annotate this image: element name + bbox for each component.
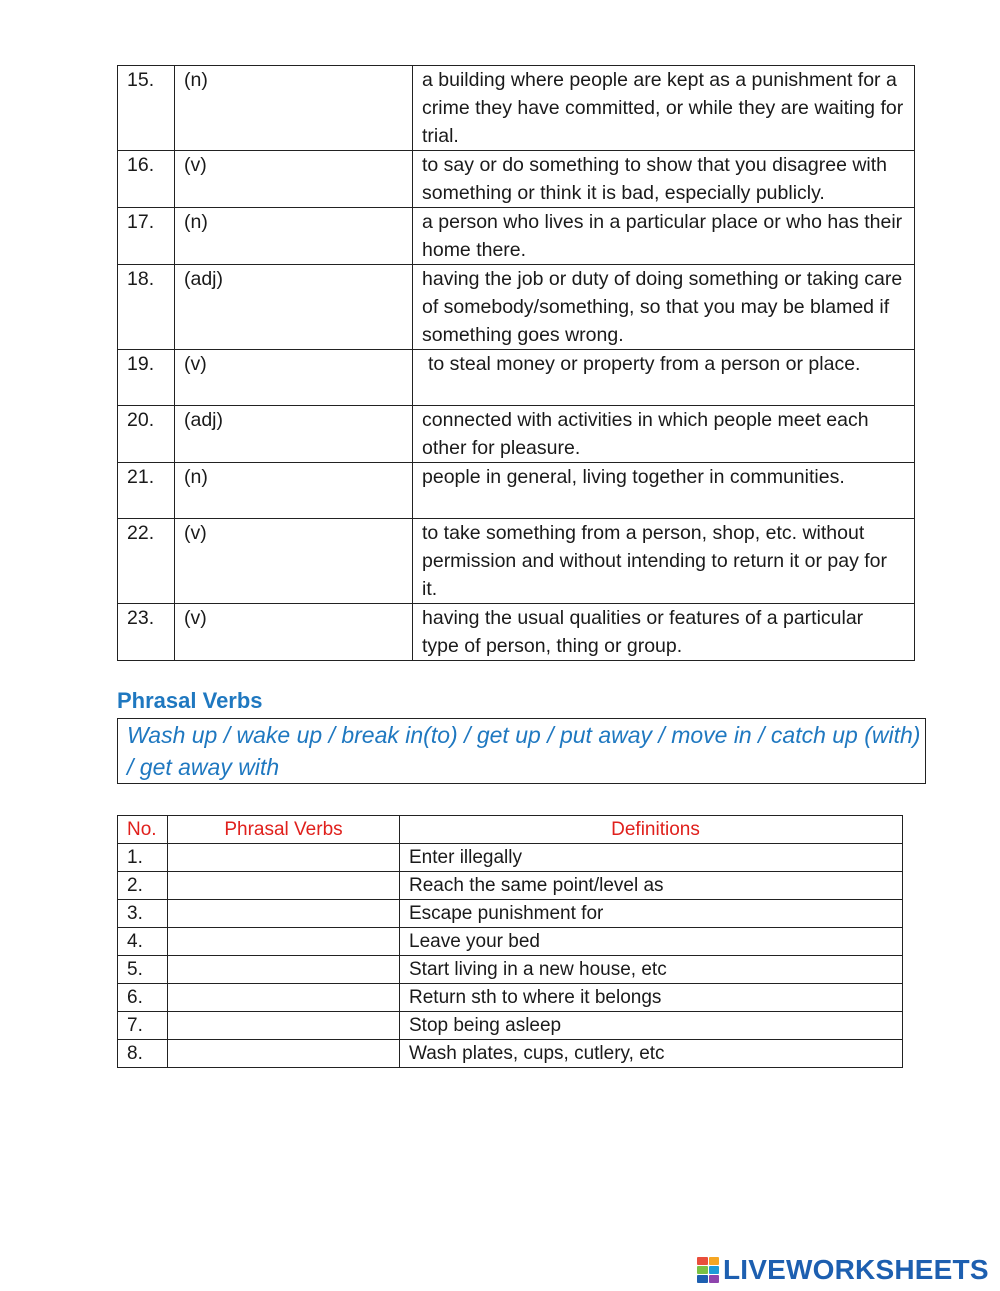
definition-cell: Wash plates, cups, cutlery, etc (400, 1040, 903, 1068)
table-row (118, 1012, 903, 1040)
row-number: 8. (118, 1040, 168, 1068)
vocab-pos-cell: (v) (175, 604, 413, 661)
vocabulary-table (117, 65, 915, 661)
logo-square (709, 1257, 720, 1265)
vocab-pos-cell: (n) (175, 463, 413, 519)
vocab-num-cell: 21. (118, 463, 175, 519)
logo-square (697, 1257, 708, 1265)
phrasal-verb-answer-cell[interactable] (168, 984, 400, 1012)
vocab-pos-cell: (n) (175, 208, 413, 265)
phrasal-verb-answer-cell[interactable] (168, 900, 400, 928)
row-number: 3. (118, 900, 168, 928)
vocab-pos-cell: (v) (175, 350, 413, 406)
row-number: 1. (118, 844, 168, 872)
phrasal-verb-answer-cell[interactable] (168, 844, 400, 872)
vocab-pos-cell: (v) (175, 519, 413, 604)
row-number: 2. (118, 872, 168, 900)
phrasal-verb-answer-cell[interactable] (168, 872, 400, 900)
table-header-row (118, 816, 903, 844)
phrasal-verb-answer-cell[interactable] (168, 928, 400, 956)
definition-cell: Escape punishment for (400, 900, 903, 928)
logo-square (709, 1266, 720, 1274)
table-row (118, 208, 915, 265)
phrasal-verb-answer-cell[interactable] (168, 1040, 400, 1068)
table-row (118, 151, 915, 208)
logo-icon (697, 1257, 719, 1283)
vocab-num-cell: 17. (118, 208, 175, 265)
logo-text: LIVEWORKSHEETS (723, 1254, 989, 1285)
liveworksheets-logo (697, 1254, 989, 1286)
phrasal-verb-answer-cell[interactable] (168, 1012, 400, 1040)
table-row (118, 350, 915, 406)
definition-cell: Stop being asleep (400, 1012, 903, 1040)
header-phrasal-verbs: Phrasal Verbs (168, 816, 400, 844)
vocab-pos-cell: (v) (175, 151, 413, 208)
vocab-def-cell: having the usual qualities or features of a particular type of person, thing or group. (413, 604, 915, 661)
logo-square (697, 1275, 708, 1283)
table-row (118, 900, 903, 928)
vocab-def-cell: people in general, living together in communities. (413, 463, 915, 519)
vocab-def-cell: a person who lives in a particular place or who has their home there. (413, 208, 915, 265)
table-row (118, 406, 915, 463)
vocab-num-cell: 18. (118, 265, 175, 350)
vocab-pos-cell: (adj) (175, 406, 413, 463)
row-number: 4. (118, 928, 168, 956)
table-row (118, 604, 915, 661)
table-row (118, 984, 903, 1012)
definition-cell: Reach the same point/level as (400, 872, 903, 900)
definition-cell: Start living in a new house, etc (400, 956, 903, 984)
vocab-num-cell: 16. (118, 151, 175, 208)
row-number: 5. (118, 956, 168, 984)
table-row (118, 1040, 903, 1068)
vocab-def-cell: to say or do something to show that you disagree with something or think it is bad, especially publicly. (413, 151, 915, 208)
header-definitions: Definitions (400, 816, 903, 844)
table-row (118, 872, 903, 900)
table-row (118, 928, 903, 956)
row-number: 7. (118, 1012, 168, 1040)
table-row (118, 265, 915, 350)
phrasal-verb-answer-cell[interactable] (168, 956, 400, 984)
table-row (118, 956, 903, 984)
table-row (118, 519, 915, 604)
vocab-def-cell: connected with activities in which people meet each other for pleasure. (413, 406, 915, 463)
logo-square (697, 1266, 708, 1274)
vocab-pos-cell: (n) (175, 66, 413, 151)
vocab-num-cell: 23. (118, 604, 175, 661)
vocab-def-cell: having the job or duty of doing something or taking care of somebody/something, so that you may be blamed if something goes wrong. (413, 265, 915, 350)
definition-cell: Enter illegally (400, 844, 903, 872)
vocab-def-cell: to steal money or property from a person or place. (413, 350, 915, 406)
table-row (118, 463, 915, 519)
word-bank: Wash up / wake up / break in(to) / get up / put away / move in / catch up (with) / get away with (117, 718, 926, 784)
vocab-num-cell: 22. (118, 519, 175, 604)
vocab-num-cell: 15. (118, 66, 175, 151)
definition-cell: Leave your bed (400, 928, 903, 956)
vocab-num-cell: 19. (118, 350, 175, 406)
header-no: No. (118, 816, 168, 844)
logo-square (709, 1275, 720, 1283)
row-number: 6. (118, 984, 168, 1012)
section-title: Phrasal Verbs (117, 688, 263, 713)
vocab-def-cell: to take something from a person, shop, etc. without permission and without intending to return it or pay for it. (413, 519, 915, 604)
vocab-pos-cell: (adj) (175, 265, 413, 350)
phrasal-verbs-table (117, 815, 903, 1068)
vocab-num-cell: 20. (118, 406, 175, 463)
vocab-def-cell: a building where people are kept as a punishment for a crime they have committed, or while they are waiting for trial. (413, 66, 915, 151)
definition-cell: Return sth to where it belongs (400, 984, 903, 1012)
table-row (118, 844, 903, 872)
table-row (118, 66, 915, 151)
